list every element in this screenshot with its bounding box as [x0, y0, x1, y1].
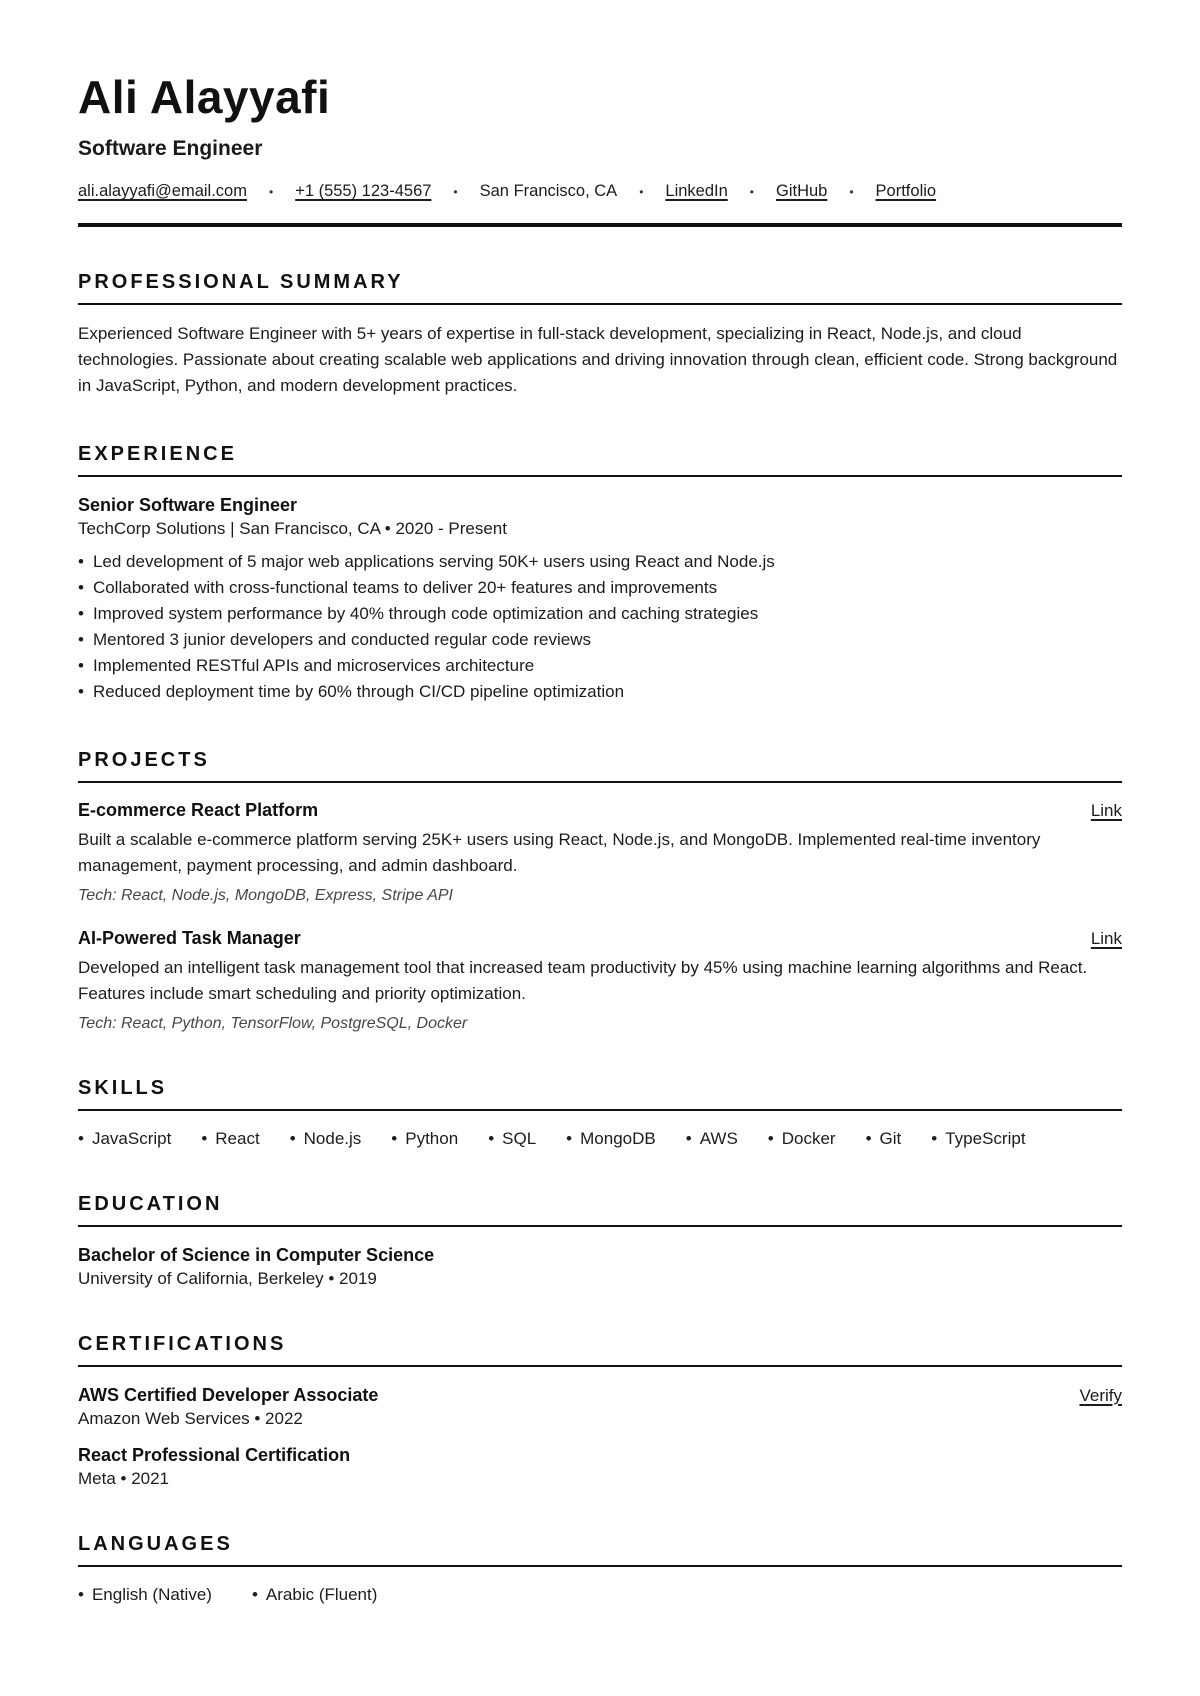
summary-text: Experienced Software Engineer with 5+ years of expertise in full-stack development, specializing in React, Node.js, and cloud technologies. Passionate about creating scalable web applications and driving innovation through clean, efficient code. Strong background in JavaScript, Python, and modern development practices. — [78, 324, 1118, 395]
job-meta: TechCorp Solutions | San Francisco, CA • 2020 - Present — [78, 519, 507, 538]
portfolio-link[interactable]: Portfolio — [875, 182, 937, 200]
bullet-icon: • — [78, 552, 84, 571]
email-link[interactable]: ali.alayyafi@email.com — [78, 182, 247, 200]
project-item — [78, 800, 1122, 905]
skill-item — [768, 1129, 836, 1149]
project-name: E-commerce React Platform — [78, 800, 319, 820]
section-skills — [78, 1077, 1122, 1149]
skills-heading: SKILLS — [78, 1077, 1122, 1111]
location-text: San Francisco, CA — [479, 182, 618, 200]
job-bullet — [78, 653, 1122, 679]
bullet-icon: • — [201, 1129, 208, 1148]
contact-separator: • — [749, 184, 754, 199]
skill-label: MongoDB — [580, 1129, 656, 1148]
phone-link[interactable]: +1 (555) 123-4567 — [295, 182, 432, 200]
project-tech: Tech: React, Node.js, MongoDB, Express, Stripe API — [78, 887, 453, 904]
skill-item — [201, 1129, 259, 1149]
bullet-icon: • — [78, 1585, 84, 1604]
section-experience — [78, 443, 1122, 705]
certification-name: React Professional Certification — [78, 1445, 351, 1465]
certification-verify-link[interactable]: Verify — [1079, 1386, 1122, 1405]
project-title-row — [78, 800, 1122, 821]
bullet-icon: • — [488, 1129, 495, 1148]
job-bullet — [78, 679, 1122, 705]
job-bullet-text: Mentored 3 junior developers and conducted regular code reviews — [92, 630, 591, 649]
resume-header — [78, 71, 1122, 227]
bullet-icon: • — [289, 1129, 296, 1148]
skill-label: React — [215, 1129, 260, 1148]
section-certifications — [78, 1333, 1122, 1489]
certification-title-row — [78, 1385, 1122, 1406]
bullet-icon: • — [78, 656, 84, 675]
bullet-icon: • — [566, 1129, 573, 1148]
language-label: English (Native) — [91, 1585, 212, 1604]
section-languages — [78, 1533, 1122, 1605]
certification-name: AWS Certified Developer Associate — [78, 1385, 379, 1405]
contact-separator: • — [268, 184, 274, 199]
skill-label: SQL — [502, 1129, 537, 1148]
job-bullet-text: Led development of 5 major web applications serving 50K+ users using React and Node.js — [92, 552, 775, 571]
bullet-icon: • — [767, 1129, 774, 1148]
bullet-icon: • — [865, 1129, 872, 1148]
github-link[interactable]: GitHub — [775, 182, 828, 200]
contact-separator: • — [639, 184, 644, 199]
job-bullet — [78, 549, 1122, 575]
project-description: Developed an intelligent task management tool that increased team productivity by 45% using machine learning algorithms and React. Features include smart scheduling and priority optimization. — [78, 958, 1088, 1003]
project-description: Built a scalable e-commerce platform serving 25K+ users using React, Node.js, and MongoDB. Implemented real-time inventory management, payment processing, and admin dashboard. — [78, 830, 1041, 875]
certification-item — [78, 1445, 1122, 1489]
experience-heading: EXPERIENCE — [78, 443, 1122, 477]
education-item — [78, 1245, 1122, 1289]
skill-item — [686, 1129, 738, 1149]
person-job-title: Software Engineer — [78, 137, 263, 160]
bullet-icon: • — [78, 630, 84, 649]
bullet-icon: • — [391, 1129, 398, 1148]
job-bullet-list — [78, 549, 1122, 705]
skills-list — [78, 1129, 1122, 1149]
skill-label: JavaScript — [91, 1129, 172, 1148]
certification-meta: Amazon Web Services • 2022 — [78, 1409, 303, 1428]
skill-item — [931, 1129, 1025, 1149]
contact-separator: • — [849, 184, 854, 199]
skill-item — [78, 1129, 171, 1149]
experience-item — [78, 495, 1122, 705]
skill-label: Python — [405, 1129, 459, 1148]
skill-item — [290, 1129, 362, 1149]
skill-item — [866, 1129, 902, 1149]
contact-row — [78, 182, 1122, 201]
skill-label: TypeScript — [945, 1129, 1026, 1148]
job-bullet — [78, 575, 1122, 601]
certifications-heading: CERTIFICATIONS — [78, 1333, 1122, 1367]
bullet-icon: • — [78, 682, 84, 701]
project-name: AI-Powered Task Manager — [78, 928, 301, 948]
job-title: Senior Software Engineer — [78, 495, 298, 515]
bullet-icon: • — [78, 578, 84, 597]
bullet-icon: • — [251, 1585, 258, 1604]
project-item — [78, 928, 1122, 1033]
contact-separator: • — [453, 184, 458, 199]
job-bullet — [78, 601, 1122, 627]
linkedin-link[interactable]: LinkedIn — [665, 182, 728, 200]
projects-heading: PROJECTS — [78, 749, 1122, 783]
project-link[interactable]: Link — [1090, 801, 1122, 820]
degree-meta: University of California, Berkeley • 2019 — [78, 1269, 377, 1288]
skill-label: Git — [879, 1129, 902, 1148]
language-item — [252, 1585, 377, 1605]
person-name: Ali Alayyafi — [78, 71, 331, 123]
certification-meta: Meta • 2021 — [78, 1469, 170, 1488]
skill-label: Node.js — [303, 1129, 362, 1148]
job-bullet-text: Reduced deployment time by 60% through CI/CD pipeline optimization — [92, 682, 625, 701]
job-bullet-text: Collaborated with cross-functional teams to deliver 20+ features and improvements — [92, 578, 718, 597]
language-label: Arabic (Fluent) — [265, 1585, 378, 1604]
languages-list — [78, 1585, 1122, 1605]
section-education — [78, 1193, 1122, 1289]
job-bullet — [78, 627, 1122, 653]
certification-item — [78, 1385, 1122, 1429]
bullet-icon: • — [685, 1129, 692, 1148]
header-divider — [78, 223, 1122, 227]
languages-heading: LANGUAGES — [78, 1533, 1122, 1567]
section-projects — [78, 749, 1122, 1033]
education-heading: EDUCATION — [78, 1193, 1122, 1227]
skill-item — [566, 1129, 656, 1149]
skill-item — [391, 1129, 458, 1149]
skill-item — [488, 1129, 536, 1149]
bullet-icon: • — [78, 604, 84, 623]
skill-label: Docker — [781, 1129, 836, 1148]
section-professional-summary — [78, 271, 1122, 399]
bullet-icon: • — [78, 1129, 84, 1148]
project-title-row — [78, 928, 1122, 949]
job-bullet-text: Improved system performance by 40% through code optimization and caching strategies — [92, 604, 759, 623]
skill-label: AWS — [699, 1129, 738, 1148]
bullet-icon: • — [931, 1129, 938, 1148]
project-tech: Tech: React, Python, TensorFlow, PostgreSQL, Docker — [78, 1015, 468, 1032]
language-item — [78, 1585, 212, 1605]
project-link[interactable]: Link — [1090, 929, 1122, 948]
job-bullet-text: Implemented RESTful APIs and microservices architecture — [92, 656, 535, 675]
summary-heading: PROFESSIONAL SUMMARY — [78, 271, 1122, 305]
degree-title: Bachelor of Science in Computer Science — [78, 1245, 435, 1265]
